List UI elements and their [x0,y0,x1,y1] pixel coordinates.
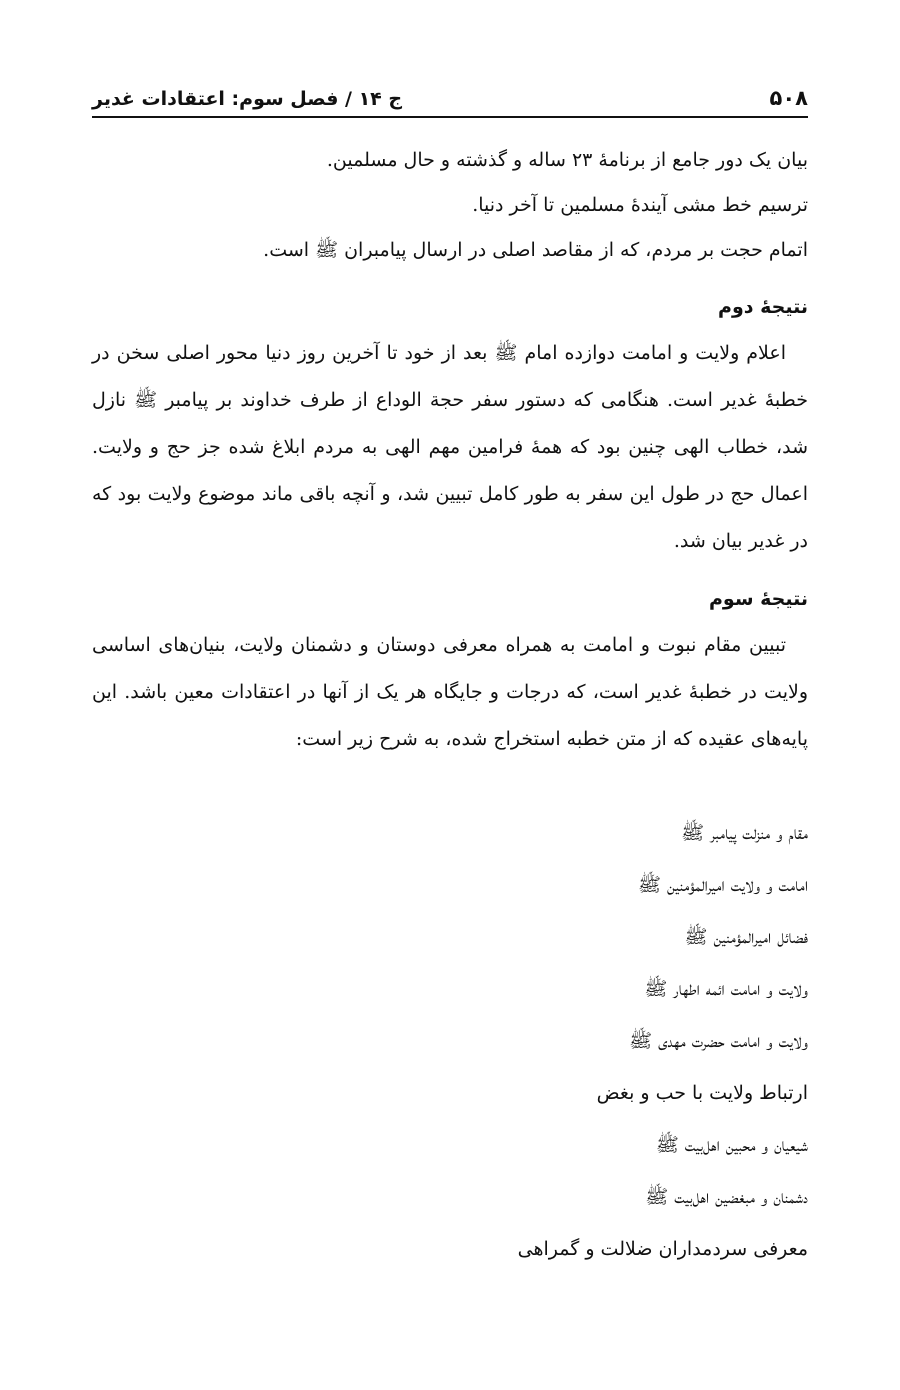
page-content [92,138,808,1275]
topic-item: امامت و ولایت امیرالمؤمنین ﷺ [638,874,808,896]
running-head: ج ۱۴ / فصل سوم: اعتقادات غدیر [92,88,403,110]
page-number: ۵۰۸ [769,86,808,110]
topic-item: ولایت و امامت حضرت مهدی ﷺ [629,1030,808,1052]
section-paragraph: تبیین مقام نبوت و امامت به همراه معرفی دوستان و دشمنان ولایت، بنیان‌های اساسی ولایت در خطبۀ غدیر است، که درجات و جایگاه هر یک از آنها در اعتقادات معین باشد. این پایه‌های عقیده که از متن خطبه استخراج شده، به شرح زیر است: [92,634,808,750]
section-third-result [92,577,808,763]
topic-item: مقام و منزلت پیامبر ﷺ [681,822,808,844]
page-header [92,70,808,110]
intro-line: اتمام حجت بر مردم، که از مقاصد اصلی در ارسال پیامبران ﷺ است. [263,239,808,261]
intro-line: ترسیم خط مشی آیندۀ مسلمین تا آخر دنیا. [472,194,808,216]
topic-item: فضائل امیرالمؤمنین ﷺ [684,926,808,948]
section-heading: نتیجۀ سوم [709,588,808,610]
topic-list [92,807,808,1275]
topic-item: معرفی سردمداران ضلالت و گمراهی [517,1238,808,1260]
intro-lines [92,138,808,273]
section-paragraph: اعلام ولایت و امامت دوازده امام ﷺ بعد از خود تا آخرین روز دنیا محور اصلی سخن در خطبۀ غدیر است. هنگامی که دستور سفر حجة الوداع از طرف خداوند بر پیامبر ﷺ نازل شد، خطاب الهی چنین بود که همۀ فرامین مهم الهی به مردم ابلاغ شده جز حج و ولایت. اعمال حج در طول این سفر به طور کامل تبیین شد، و آنچه باقی ماند موضوع ولایت بود که در غدیر بیان شد. [92,342,808,552]
topic-item: شیعیان و محبین اهل‌بیت ﷺ [655,1134,808,1156]
topic-item: دشمنان و مبغضین اهل‌بیت ﷺ [645,1186,808,1208]
intro-line: بیان یک دور جامع از برنامۀ ۲۳ ساله و گذشته و حال مسلمین. [326,149,808,171]
topic-item: ارتباط ولایت با حب و بغض [596,1082,808,1104]
topic-item: ولایت و امامت ائمه اطهار ﷺ [644,978,808,1000]
section-second-result [92,285,808,565]
section-heading: نتیجۀ دوم [718,296,808,318]
header-rule [92,116,808,118]
